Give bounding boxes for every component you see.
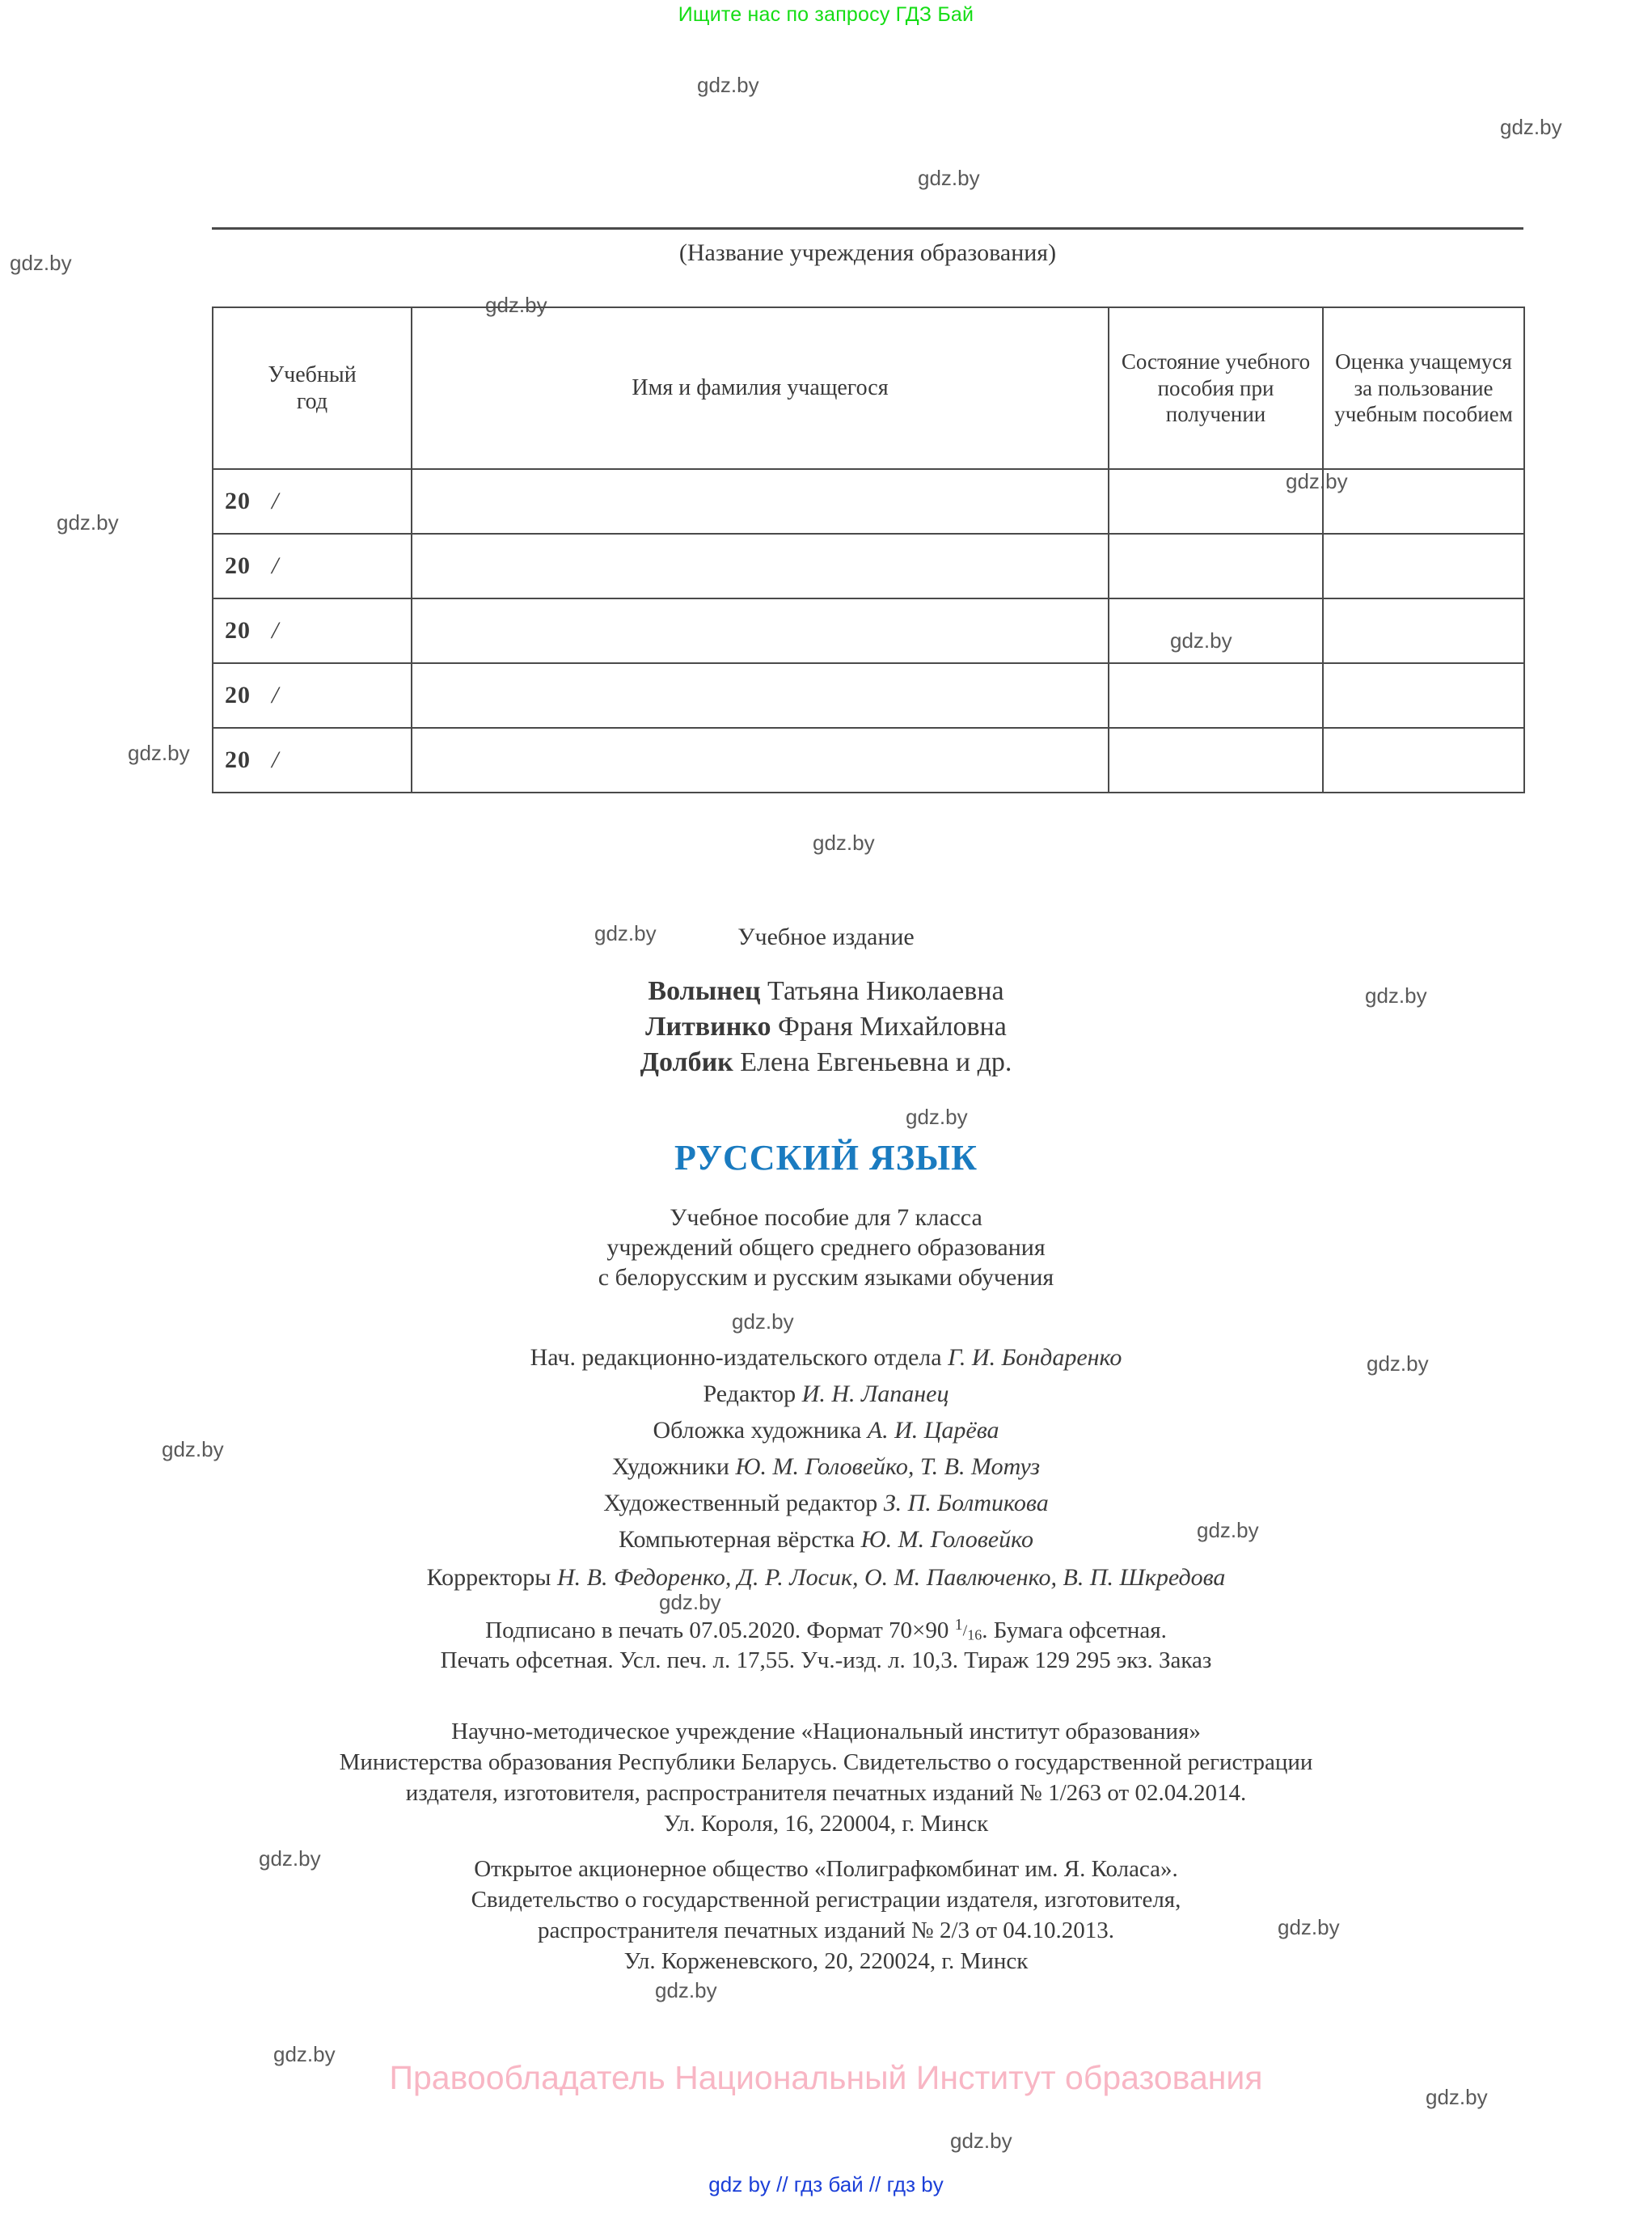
- subtitle-line-1: Учебное пособие для 7 класса: [670, 1204, 982, 1231]
- author-line-2: [0, 1013, 1652, 1041]
- column-header-year-line1: Учебный: [268, 362, 357, 387]
- subtitle-line-3: с белорусским и русским языками обучения: [598, 1264, 1054, 1291]
- fraction-numerator: 1: [954, 1616, 963, 1634]
- cell-year-value: 20: [225, 552, 251, 579]
- publisher-line-3: издателя, изготовителя, распространителя печатных изданий № 1/263 от 02.04.2014.: [405, 1780, 1247, 1806]
- credit-line-2: [0, 1380, 1652, 1408]
- publisher-line-2: Министерства образования Республики Беларусь. Свидетельство о государственной регистрации: [339, 1749, 1313, 1775]
- cell-grade[interactable]: [1323, 598, 1524, 663]
- cell-student-name[interactable]: [412, 469, 1109, 534]
- cell-student-name[interactable]: [412, 663, 1109, 728]
- print-signoff-text-a: Подписано в печать 07.05.2020. Формат 70×90: [485, 1617, 955, 1643]
- watermark-gdz-13: gdz.by: [732, 1309, 794, 1334]
- watermark-gdz-19: gdz.by: [1278, 1915, 1340, 1939]
- credit-line-6: [0, 1526, 1652, 1554]
- institution-caption: (Название учреждения образования): [678, 239, 1057, 266]
- watermark-gdz-6: gdz.by: [57, 510, 119, 535]
- credit-name: Ю. М. Головейко, Т. В. Мотуз: [735, 1453, 1041, 1480]
- watermark-gdz-10: gdz.by: [594, 921, 657, 945]
- cell-year-value: 20: [225, 617, 251, 644]
- credit-role: Обложка художника: [653, 1417, 868, 1444]
- cell-grade[interactable]: [1323, 534, 1524, 598]
- column-header-student-name: Имя и фамилия учащегося: [412, 307, 1109, 469]
- institution-rule: [212, 227, 1523, 230]
- credit-line-4: [0, 1453, 1652, 1481]
- author-given-names: Елена Евгеньевна и др.: [733, 1047, 1012, 1077]
- cell-year-value: 20: [225, 746, 251, 773]
- cell-student-name[interactable]: [412, 598, 1109, 663]
- credit-role: Компьютерная вёрстка: [618, 1526, 861, 1553]
- edition-label: Учебное издание: [737, 924, 915, 950]
- cell-grade[interactable]: [1323, 663, 1524, 728]
- column-header-grade: Оценка учащемуся за пользование учебным пособием: [1323, 307, 1524, 469]
- column-header-year-line2: год: [296, 389, 328, 414]
- watermark-gdz-20: gdz.by: [655, 1978, 717, 2002]
- watermark-gdz-3: gdz.by: [10, 251, 72, 275]
- credit-role: Редактор: [703, 1380, 802, 1407]
- author-line-3: [0, 1049, 1652, 1076]
- author-line-1: [0, 978, 1652, 1005]
- table-row: [213, 469, 1524, 534]
- cell-year[interactable]: [213, 534, 412, 598]
- watermark-gdz-7: gdz.by: [1170, 628, 1232, 653]
- credit-name: Н. В. Федоренко, Д. Р. Лосик, О. М. Павлюченко, В. П. Шкредова: [556, 1564, 1226, 1591]
- print-signoff-text-b: . Бумага офсетная.: [982, 1617, 1167, 1643]
- cell-condition[interactable]: [1109, 598, 1323, 663]
- watermark-gdz-23: gdz.by: [950, 2129, 1012, 2153]
- credit-name: А. И. Царёва: [867, 1417, 999, 1444]
- publisher-line-1: Научно-методическое учреждение «Национальный институт образования»: [451, 1719, 1201, 1744]
- watermark-gdz-11: gdz.by: [1365, 983, 1427, 1008]
- table-row: [213, 598, 1524, 663]
- site-footer: gdz by // гдз бай // гдз by: [708, 2172, 944, 2197]
- watermark-gdz-16: gdz.by: [1197, 1518, 1259, 1542]
- author-given-names: Татьяна Николаевна: [760, 976, 1004, 1006]
- cell-year[interactable]: [213, 728, 412, 793]
- cell-condition[interactable]: [1109, 534, 1323, 598]
- watermark-gdz-17: gdz.by: [659, 1590, 721, 1614]
- cell-condition[interactable]: [1109, 469, 1323, 534]
- credit-role: Нач. редакционно-издательского отдела: [530, 1344, 949, 1371]
- table-row: [213, 663, 1524, 728]
- credit-line-5: [0, 1490, 1652, 1517]
- cell-year-slash: /: [272, 682, 280, 708]
- credit-name: З. П. Болтикова: [883, 1490, 1049, 1516]
- credit-line-3: [0, 1417, 1652, 1444]
- credit-line-7: [0, 1564, 1652, 1592]
- table-row: [213, 534, 1524, 598]
- cell-year-slash: /: [272, 552, 280, 579]
- credit-name: Г. И. Бондаренко: [948, 1344, 1122, 1371]
- author-surname: Долбик: [640, 1047, 733, 1077]
- fraction-denominator: 16: [967, 1627, 982, 1643]
- watermark-gdz-2: gdz.by: [918, 166, 980, 190]
- watermark-gdz-14: gdz.by: [1367, 1351, 1429, 1376]
- printer-line-3: распространителя печатных изданий № 2/3 от 04.10.2013.: [537, 1917, 1115, 1943]
- watermark-gdz-18: gdz.by: [259, 1846, 321, 1871]
- author-surname: Волынец: [648, 976, 761, 1006]
- cell-grade[interactable]: [1323, 469, 1524, 534]
- watermark-gdz-15: gdz.by: [162, 1437, 224, 1461]
- publisher-line-4: Ул. Короля, 16, 220004, г. Минск: [663, 1811, 989, 1837]
- paper-format-fraction: $^1/_{16}$: [954, 1616, 982, 1643]
- cell-year-value: 20: [225, 682, 251, 708]
- printer-line-1: Открытое акционерное общество «Полиграфкомбинат им. Я. Коласа».: [474, 1856, 1178, 1882]
- watermark-gdz-1: gdz.by: [1500, 115, 1562, 139]
- cell-year-value: 20: [225, 488, 251, 514]
- credit-role: Художники: [611, 1453, 736, 1480]
- book-title: РУССКИЙ ЯЗЫК: [674, 1138, 978, 1178]
- cell-grade[interactable]: [1323, 728, 1524, 793]
- cell-condition[interactable]: [1109, 663, 1323, 728]
- print-run-line: Печать офсетная. Усл. печ. л. 17,55. Уч.-изд. л. 10,3. Тираж 129 295 экз. Заказ: [440, 1647, 1212, 1673]
- column-header-year: [213, 307, 412, 469]
- cell-year-slash: /: [272, 488, 280, 514]
- watermark-gdz-12: gdz.by: [906, 1105, 968, 1129]
- cell-condition[interactable]: [1109, 728, 1323, 793]
- print-signoff-line: [0, 1617, 1652, 1646]
- textbook-register-table: [212, 307, 1525, 793]
- author-given-names: Франя Михайловна: [771, 1012, 1007, 1042]
- credit-role: Художественный редактор: [603, 1490, 884, 1516]
- cell-student-name[interactable]: [412, 534, 1109, 598]
- credit-line-1: [0, 1344, 1652, 1372]
- rights-holder-watermark: Правообладатель Национальный Институт образования: [389, 2059, 1263, 2096]
- watermark-gdz-9: gdz.by: [813, 831, 875, 855]
- watermark-gdz-4: gdz.by: [485, 293, 547, 317]
- printer-line-2: Свидетельство о государственной регистрации издателя, изготовителя,: [471, 1887, 1181, 1913]
- author-surname: Литвинко: [645, 1012, 771, 1042]
- watermark-gdz-5: gdz.by: [1286, 469, 1348, 493]
- promo-banner: Ищите нас по запросу ГДЗ Бай: [678, 3, 974, 26]
- credit-role: Корректоры: [426, 1564, 557, 1591]
- printer-line-4: Ул. Корженевского, 20, 220024, г. Минск: [623, 1948, 1029, 1974]
- cell-year-slash: /: [272, 746, 280, 773]
- credit-name: Ю. М. Головейко: [860, 1526, 1034, 1553]
- table-header-row: [213, 307, 1524, 469]
- watermark-gdz-21: gdz.by: [273, 2042, 336, 2066]
- cell-year[interactable]: [213, 663, 412, 728]
- cell-year[interactable]: [213, 598, 412, 663]
- watermark-gdz-0: gdz.by: [697, 73, 759, 97]
- cell-student-name[interactable]: [412, 728, 1109, 793]
- subtitle-line-2: учреждений общего среднего образования: [606, 1234, 1046, 1261]
- table-row: [213, 728, 1524, 793]
- cell-year-slash: /: [272, 617, 280, 644]
- column-header-condition: Состояние учебного пособия при получении: [1109, 307, 1323, 469]
- credit-name: И. Н. Лапанец: [801, 1380, 949, 1407]
- cell-year[interactable]: [213, 469, 412, 534]
- watermark-gdz-22: gdz.by: [1426, 2085, 1488, 2109]
- watermark-gdz-8: gdz.by: [128, 741, 190, 765]
